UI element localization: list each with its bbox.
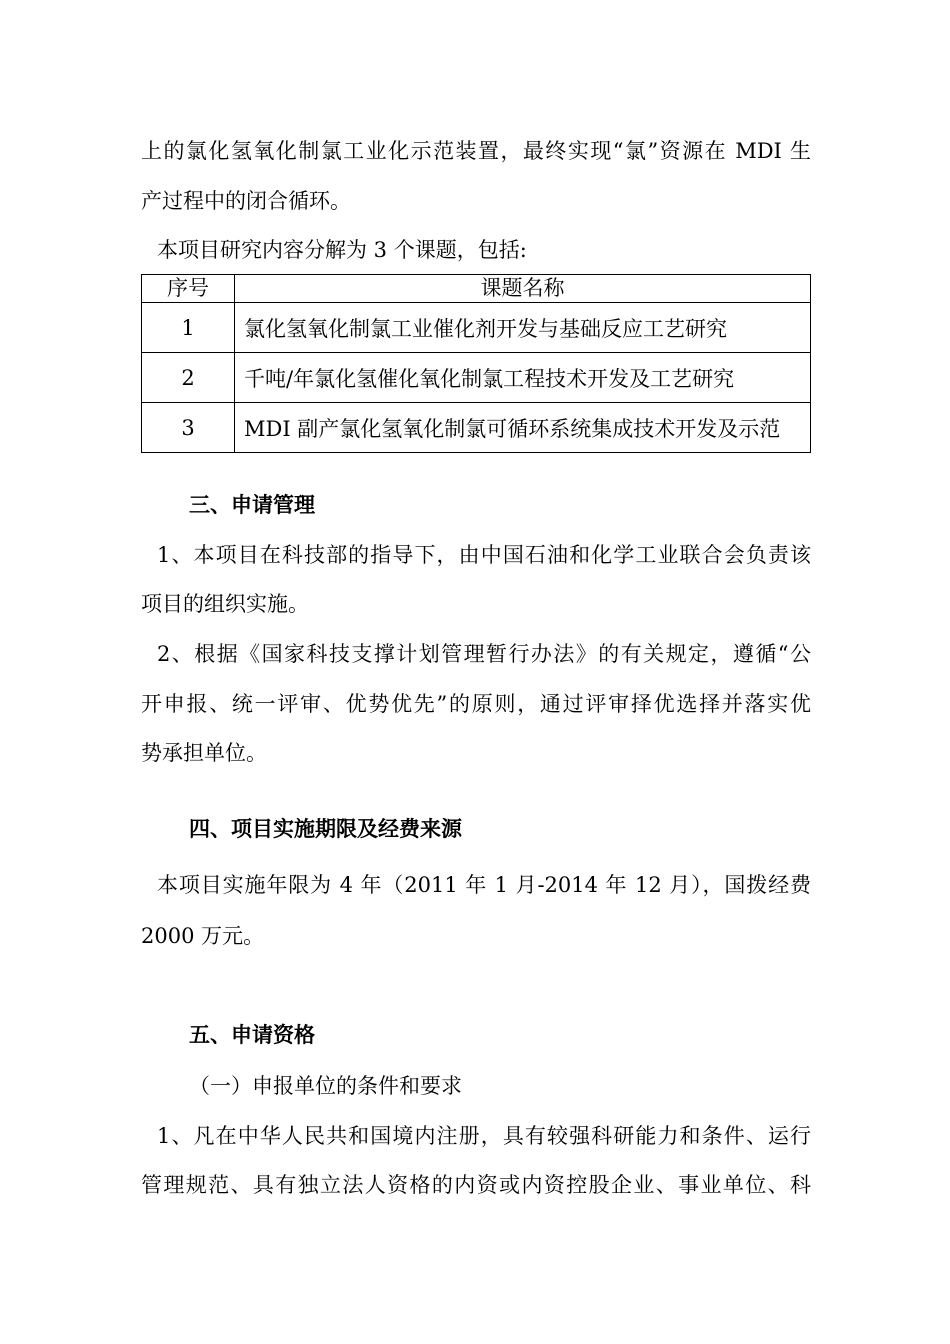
table-row — [142, 403, 811, 453]
section-3-paragraph-1-line-1: 1、本项目在科技部的指导下，由中国石油和化学工业联合会负责该 — [157, 543, 811, 567]
table-header-number: 序号 — [142, 275, 235, 303]
section-3-paragraph-1-line-2: 项目的组织实施。 — [141, 592, 309, 616]
intro-line-2: 产过程中的闭合循环。 — [141, 189, 351, 213]
table-row — [142, 353, 811, 403]
table-cell-number: 2 — [142, 353, 235, 403]
section-3-paragraph-2-line-2: 开申报、统一评审、优势优先”的原则，通过评审择优选择并落实优 — [141, 692, 811, 716]
intro-line-1: 上的氯化氢氧化制氯工业化示范装置，最终实现“氯”资源在 MDI 生 — [141, 139, 811, 163]
section-3-paragraph-2-line-1: 2、根据《国家科技支撑计划管理暂行办法》的有关规定，遵循“公 — [157, 642, 811, 666]
topics-table — [141, 274, 811, 453]
section-5-subheading: （一）申报单位的条件和要求 — [189, 1074, 462, 1098]
table-cell-number: 3 — [142, 403, 235, 453]
section-4-paragraph-line-2: 2000 万元。 — [141, 924, 265, 948]
table-row — [142, 303, 811, 353]
section-5-paragraph-line-2: 管理规范、具有独立法人资格的内资或内资控股企业、事业单位、科 — [141, 1173, 811, 1197]
section-3-paragraph-2-line-3: 势承担单位。 — [141, 741, 267, 765]
section-5-heading: 五、申请资格 — [189, 1023, 315, 1047]
table-header-topic-name: 课题名称 — [235, 275, 811, 303]
table-cell-topic-name: MDI 副产氯化氢氧化制氯可循环系统集成技术开发及示范 — [235, 403, 811, 453]
table-header-row — [142, 275, 811, 303]
table-cell-topic-name: 氯化氢氧化制氯工业催化剂开发与基础反应工艺研究 — [235, 303, 811, 353]
intro-line-3: 本项目研究内容分解为 3 个课题，包括: — [157, 238, 527, 262]
section-3-heading: 三、申请管理 — [189, 493, 315, 517]
section-4-heading: 四、项目实施期限及经费来源 — [189, 817, 462, 841]
section-4-paragraph-line-1: 本项目实施年限为 4 年（2011 年 1 月-2014 年 12 月），国拨经费 — [157, 873, 811, 897]
table-cell-topic-name: 千吨/年氯化氢催化氧化制氯工程技术开发及工艺研究 — [235, 353, 811, 403]
section-5-paragraph-line-1: 1、凡在中华人民共和国境内注册，具有较强科研能力和条件、运行 — [157, 1124, 811, 1148]
table-cell-number: 1 — [142, 303, 235, 353]
